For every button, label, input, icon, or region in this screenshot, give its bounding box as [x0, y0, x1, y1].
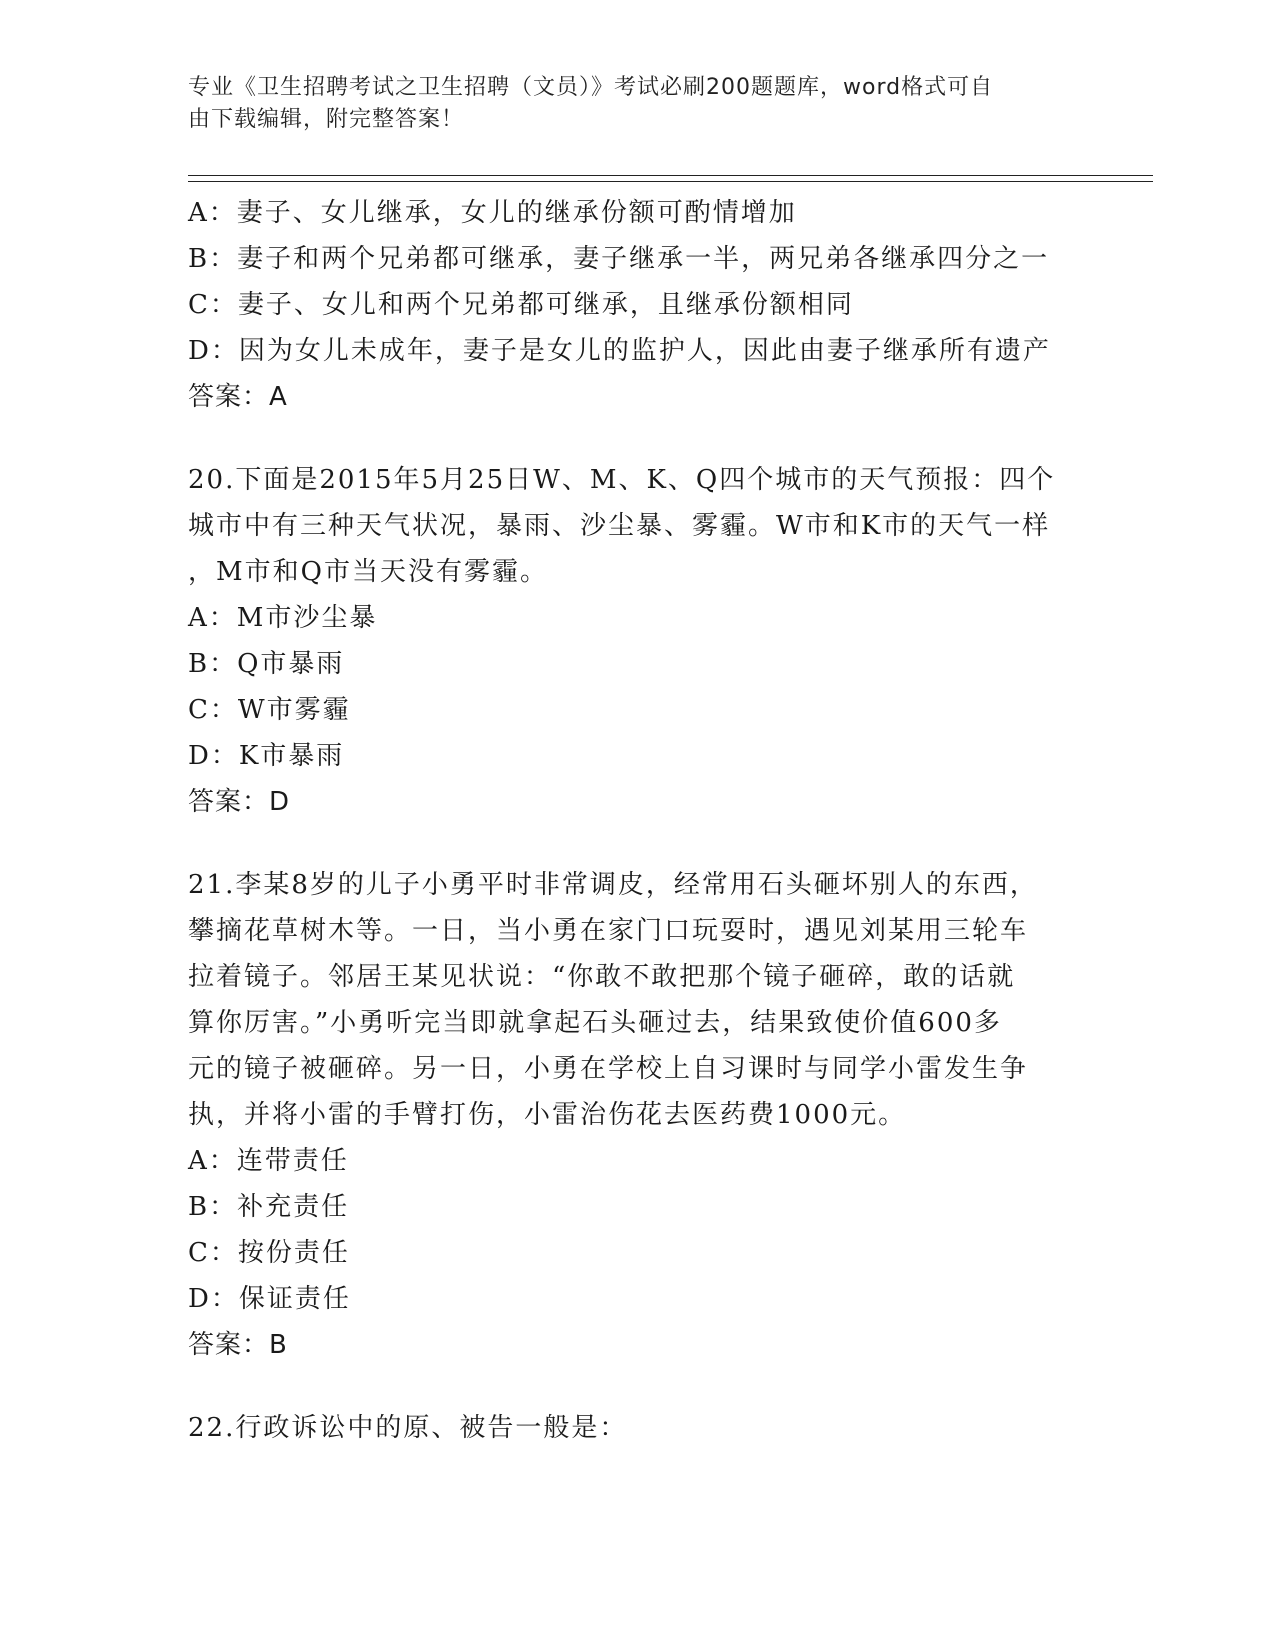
question-stem-line: 20.下面是2015年5月25日W、M、K、Q四个城市的天气预报：四个	[188, 465, 1056, 495]
question-stem-line: 攀摘花草树木等。一日，当小勇在家门口玩耍时，遇见刘某用三轮车	[188, 916, 1029, 946]
header-divider-bottom	[188, 181, 1153, 182]
option-b: B：妻子和两个兄弟都可继承，妻子继承一半，两兄弟各继承四分之一	[188, 244, 1050, 274]
question-19-continued	[188, 190, 1088, 420]
question-stem-line: 拉着镜子。邻居王某见状说：“你敢不敢把那个镜子砸碎，敢的话就	[188, 962, 1016, 992]
question-stem-line: 元的镜子被砸碎。另一日，小勇在学校上自习课时与同学小雷发生争	[188, 1054, 1029, 1084]
question-20	[188, 457, 1088, 825]
header-title-line-1: 专业《卫生招聘考试之卫生招聘（文员）》考试必刷200题题库，word格式可自	[188, 75, 994, 100]
option-c: C：妻子、女儿和两个兄弟都可继承，且继承份额相同	[188, 290, 854, 320]
option-b: B：补充责任	[188, 1192, 350, 1222]
option-c: C：按份责任	[188, 1238, 350, 1268]
answer-line: 答案：B	[188, 1330, 288, 1360]
question-stem-line: 执，并将小雷的手臂打伤，小雷治伤花去医药费1000元。	[188, 1100, 907, 1130]
header-title-line-2: 由下载编辑，附完整答案！	[188, 107, 465, 132]
option-d: D：因为女儿未成年，妻子是女儿的监护人，因此由妻子继承所有遗产	[188, 336, 1051, 366]
answer-line: 答案：D	[188, 787, 291, 817]
option-b: B：Q市暴雨	[188, 649, 345, 679]
question-21	[188, 862, 1088, 1368]
option-a: A：M市沙尘暴	[188, 603, 378, 633]
question-stem-line: 21.李某8岁的儿子小勇平时非常调皮，经常用石头砸坏别人的东西，	[188, 870, 1038, 900]
question-22	[188, 1405, 1088, 1451]
option-a: A：妻子、女儿继承，女儿的继承份额可酌情增加	[188, 198, 797, 228]
question-content	[188, 190, 1088, 1451]
option-c: C：W市雾霾	[188, 695, 351, 725]
question-stem-line: ，M市和Q市当天没有雾霾。	[188, 557, 548, 587]
header-divider-top	[188, 175, 1153, 176]
option-d: D：保证责任	[188, 1284, 351, 1314]
spacer	[188, 1368, 1088, 1405]
spacer	[188, 420, 1088, 457]
option-d: D：K市暴雨	[188, 741, 345, 771]
question-stem-line: 22.行政诉讼中的原、被告一般是：	[188, 1413, 628, 1443]
answer-line: 答案：A	[188, 382, 288, 412]
question-stem-line: 算你厉害。”小勇听完当即就拿起石头砸过去，结果致使价值600多	[188, 1008, 1002, 1038]
document-header	[188, 72, 1068, 136]
option-a: A：连带责任	[188, 1146, 349, 1176]
question-stem-line: 城市中有三种天气状况，暴雨、沙尘暴、雾霾。W市和K市的天气一样	[188, 511, 1051, 541]
spacer	[188, 825, 1088, 862]
